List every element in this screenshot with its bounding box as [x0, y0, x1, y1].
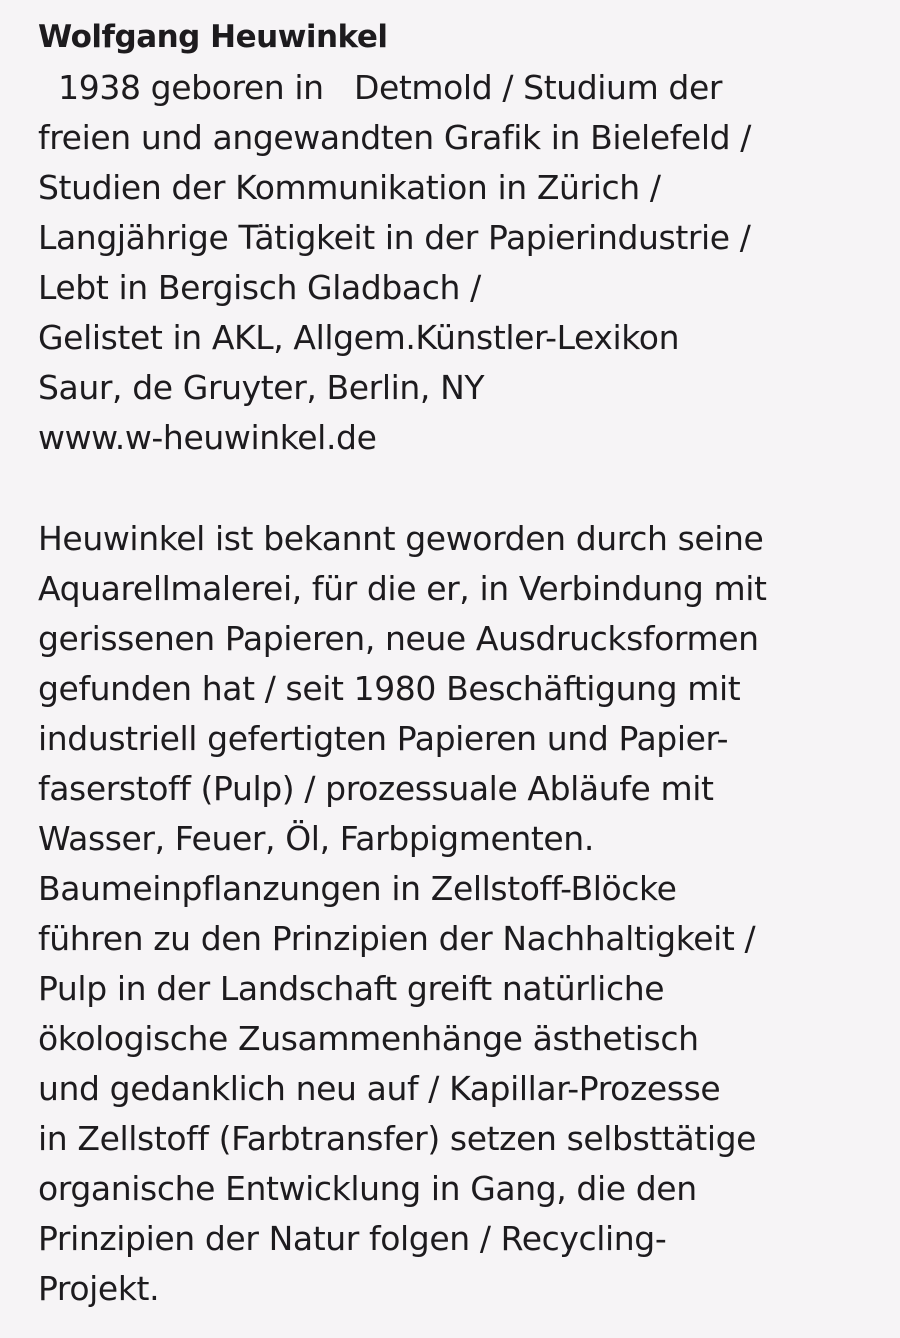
description-line: Heuwinkel ist bekannt geworden durch seine: [38, 519, 764, 558]
bio-line: 1938 geboren in Detmold / Studium der: [38, 68, 723, 107]
bio-line: Langjährige Tätigkeit in der Papierindustrie /: [38, 218, 751, 257]
bio-line: freien und angewandten Grafik in Bielefeld /: [38, 118, 751, 157]
description-line: Pulp in der Landschaft greift natürliche: [38, 969, 665, 1008]
description-line: führen zu den Prinzipien der Nachhaltigkeit /: [38, 919, 756, 958]
bio-line: Saur, de Gruyter, Berlin, NY: [38, 368, 485, 407]
description-paragraph: [38, 514, 767, 1314]
description-line: Wasser, Feuer, Öl, Farbpigmenten.: [38, 819, 594, 858]
description-line: Projekt.: [38, 1269, 160, 1308]
description-line: organische Entwicklung in Gang, die den: [38, 1169, 697, 1208]
biography-paragraph: [38, 63, 751, 463]
description-line: industriell gefertigten Papieren und Papier-: [38, 719, 729, 758]
description-line: Baumeinpflanzungen in Zellstoff-Blöcke: [38, 869, 677, 908]
bio-line: Gelistet in AKL, Allgem.Künstler-Lexikon: [38, 318, 680, 357]
description-line: faserstoff (Pulp) / prozessuale Abläufe mit: [38, 769, 714, 808]
description-line: Aquarellmalerei, für die er, in Verbindung mit: [38, 569, 767, 608]
website-text: www.w-heuwinkel.de: [38, 418, 377, 457]
artist-name: Wolfgang Heuwinkel: [38, 19, 388, 55]
bio-line: Studien der Kommunikation in Zürich /: [38, 168, 661, 207]
bio-line: Lebt in Bergisch Gladbach /: [38, 268, 481, 307]
description-line: Prinzipien der Natur folgen / Recycling-: [38, 1219, 667, 1258]
description-line: ökologische Zusammenhänge ästhetisch: [38, 1019, 699, 1058]
description-line: gefunden hat / seit 1980 Beschäftigung mit: [38, 669, 741, 708]
description-line: gerissenen Papieren, neue Ausdrucksformen: [38, 619, 759, 658]
description-line: und gedanklich neu auf / Kapillar-Prozesse: [38, 1069, 721, 1108]
description-line: in Zellstoff (Farbtransfer) setzen selbsttätige: [38, 1119, 757, 1158]
